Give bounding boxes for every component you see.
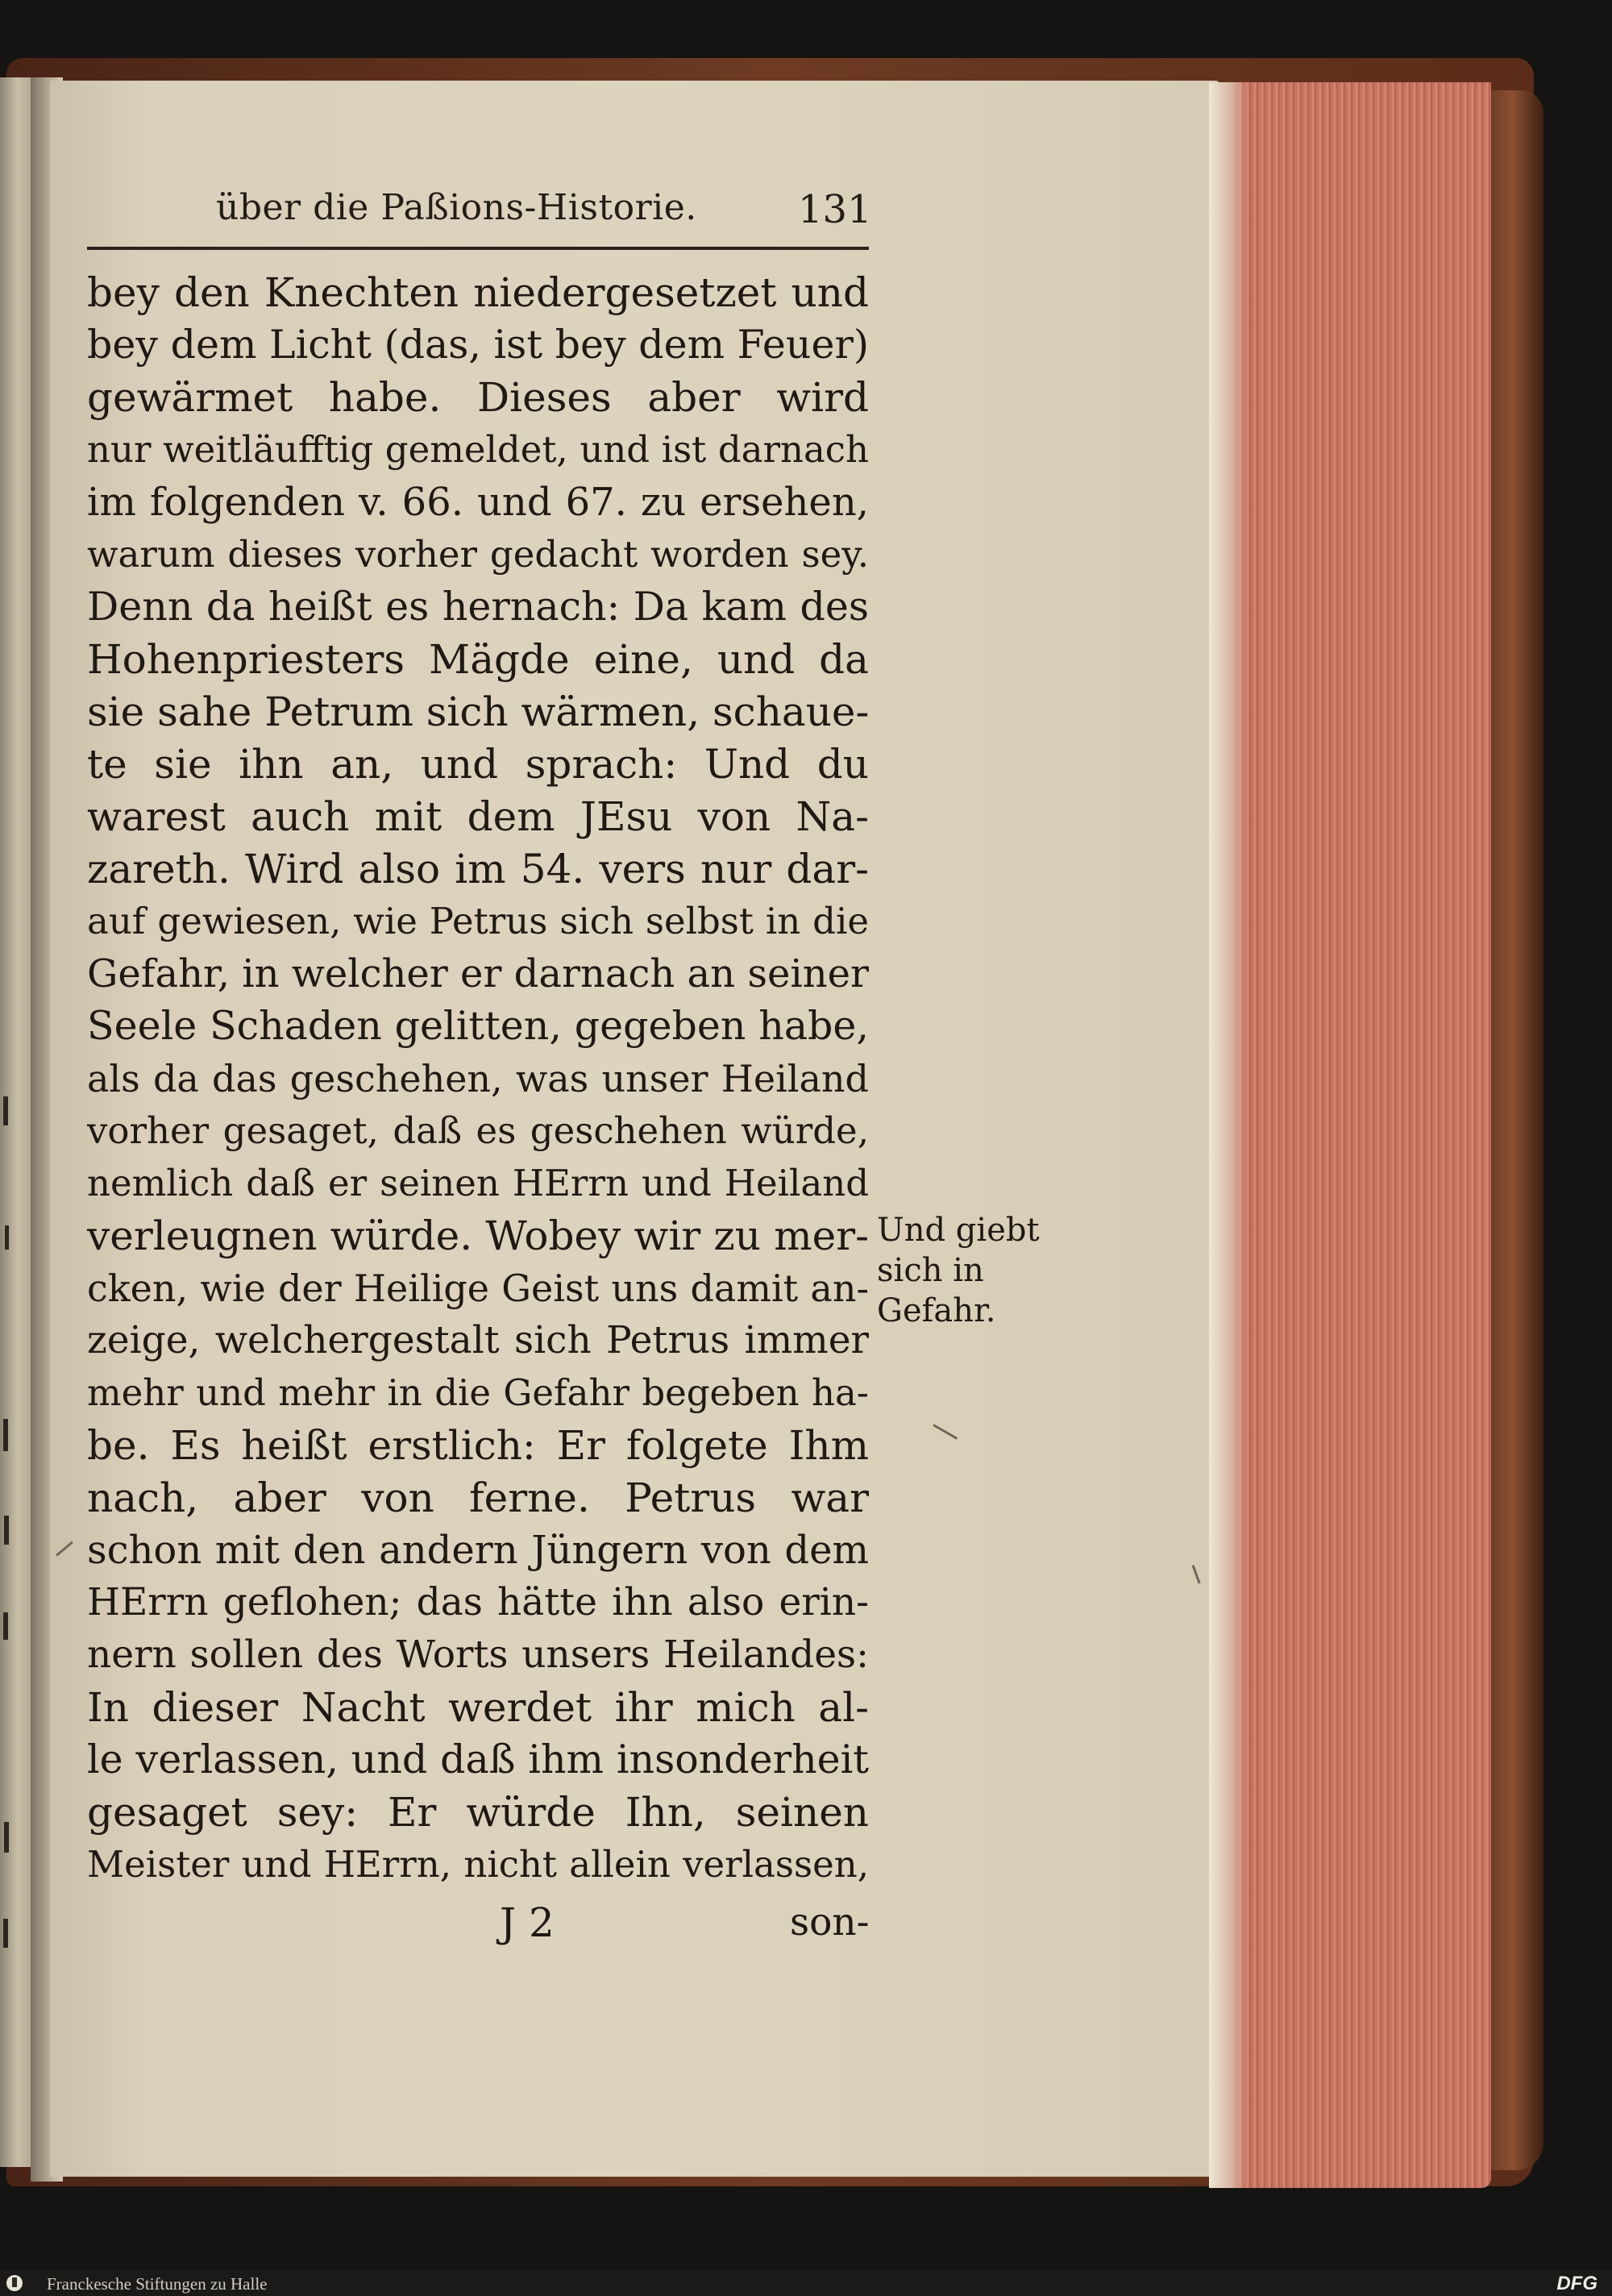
text-line: schon mit den andern Jüngern von dem (87, 1528, 869, 1573)
left-page-mark (5, 1225, 9, 1250)
text-line: be. Es heißt erstlich: Er folgete Ihm (87, 1422, 869, 1469)
text-line: mehr und mehr in die Gefahr begeben ha- (87, 1371, 869, 1414)
text-line: cken, wie der Heilige Geist uns damit an- (87, 1267, 869, 1310)
left-page-mark (3, 1419, 8, 1451)
page-number: 131 (798, 187, 872, 232)
text-line: nach, aber von ferne. Petrus war (87, 1475, 869, 1521)
page-edge-shadow (1209, 82, 1248, 2188)
text-line: sie sahe Petrum sich wärmen, schaue- (87, 688, 870, 735)
cover-edge (1487, 90, 1543, 2170)
text-line: Hohenpriesters Mägde eine, und da (87, 636, 869, 683)
text-line: le verlassen, und daß ihm insonderheit (87, 1737, 869, 1782)
text-line: verleugnen würde. Wobey wir zu mer- (87, 1212, 869, 1259)
text-line: bey den Knechten niedergesetzet und (87, 269, 869, 316)
dfg-logo: DFG (1556, 2273, 1597, 2294)
left-page-mark (3, 1096, 8, 1125)
text-line: auf gewiesen, wie Petrus sich selbst in die (87, 900, 869, 942)
left-page-mark (3, 1919, 8, 1948)
text-line: gesaget sey: Er würde Ihn, seinen (87, 1789, 869, 1836)
text-line: zeige, welchergestalt sich Petrus immer (87, 1318, 869, 1362)
text-line: gewärmet habe. Dieses aber wird (87, 374, 869, 421)
text-line: Gefahr, in welcher er darnach an seiner (87, 951, 869, 996)
catchword: son- (790, 1900, 870, 1945)
running-head: über die Paßions-Historie. (216, 187, 697, 228)
institution-logo-icon (6, 2275, 23, 2291)
text-line: nur weitläufftig gemeldet, und ist darnach (87, 428, 869, 471)
text-line: als da das geschehen, was unser Heiland (87, 1057, 869, 1100)
text-line: vorher gesaget, daß es geschehen würde, (87, 1109, 869, 1152)
margin-note-line: Und giebt (877, 1212, 1040, 1249)
text-line: nemlich daß er seinen HErrn und Heiland (87, 1162, 869, 1204)
text-line: nern sollen des Worts unsers Heilandes: (87, 1633, 869, 1677)
text-line: im folgenden v. 66. und 67. zu ersehen, (87, 480, 869, 525)
left-page-mark (3, 1612, 8, 1640)
text-line: bey dem Licht (das, ist bey dem Feuer) (87, 322, 870, 368)
left-page-mark (4, 1516, 9, 1545)
viewer-footer (0, 2270, 1612, 2296)
text-line: zareth. Wird also im 54. vers nur dar- (87, 846, 869, 892)
left-page-mark (4, 1822, 9, 1853)
text-line: Denn da heißt es hernach: Da kam des (87, 584, 869, 630)
text-line: Seele Schaden gelitten, gegeben habe, (87, 1003, 869, 1049)
header-rule (87, 247, 869, 250)
text-line: warum dieses vorher gedacht worden sey. (87, 533, 869, 576)
page-fore-edges (1209, 82, 1491, 2188)
text-line: Meister und HErrn, nicht allein verlassen, (87, 1843, 869, 1886)
text-line: HErrn geflohen; das hätte ihn also erin- (87, 1580, 869, 1624)
text-line: warest auch mit dem JEsu von Na- (87, 793, 869, 840)
institution-name: Franckesche Stiftungen zu Halle (47, 2274, 268, 2294)
margin-note-line: Gefahr. (877, 1292, 996, 1329)
text-line: te sie ihn an, und sprach: Und du (87, 741, 869, 788)
signature-mark: J 2 (500, 1899, 555, 1946)
margin-note-line: sich in (877, 1252, 984, 1289)
text-line: In dieser Nacht werdet ihr mich al- (87, 1684, 869, 1731)
